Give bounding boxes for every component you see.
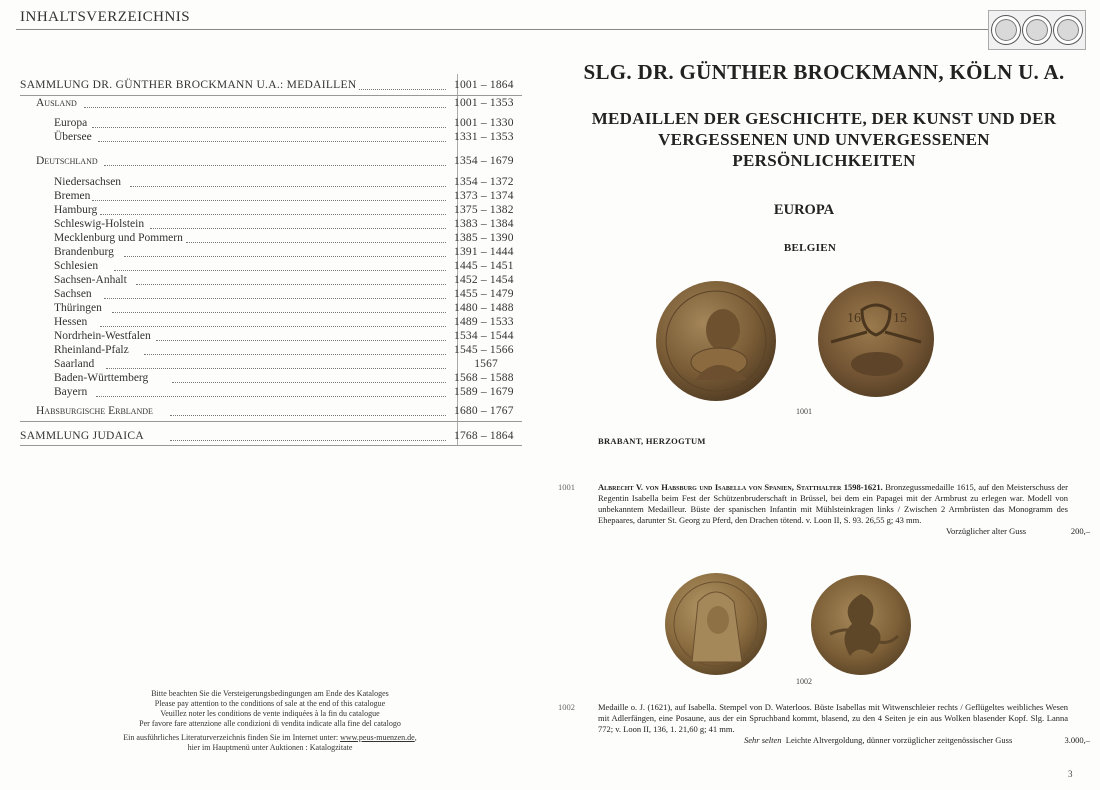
medal-1001-obverse-image[interactable] [655, 280, 777, 402]
toc-entry[interactable] [20, 273, 520, 287]
lot-description-text: Bronzegussmedaille 1615, auf den Meisterschuss der Regentin Isabella beim Fest der Schützenbruderschaft in Brüssel, bei dem ein Papagei mit der Armbrust zu erlegen war. Modell von unbekanntem Medailleur. Büste der spanischen Infantin mit Mühlsteinkragen links / Zwischen 2 Armbrüsten das Monogramm des Ehepaares, darunter St. Georg zu Pferd, den Drachen tötend. v. Loon II, S. 93. 26,55 g; 43 mm. [598, 482, 1068, 525]
toc-entry[interactable] [20, 404, 520, 418]
toc-leader [350, 88, 446, 90]
toc-entry[interactable] [20, 154, 520, 168]
notice-line-en: Please pay attention to the conditions of sale at the end of this catalogue [154, 699, 386, 708]
toc-entry-label: Saarland [54, 358, 95, 370]
toc-entry[interactable] [20, 343, 520, 357]
toc-entry-label: Deutschland [36, 155, 98, 167]
subregion-heading: BRABANT, HERZOGTUM [598, 436, 706, 446]
collection-title: SLG. DR. GÜNTHER BROCKMANN, KÖLN U. A. [583, 60, 1065, 84]
website-link[interactable]: www.peus-muenzen.de [340, 733, 415, 742]
lot-description [598, 702, 1068, 735]
toc-entry-range: 1480 – 1488 [454, 302, 514, 314]
page-number: 3 [1068, 769, 1073, 779]
toc-entry[interactable] [20, 287, 520, 301]
notice-line-it: Per favore fare attenzione alle condizioni di vendita indicate alla fine del catalogo [139, 719, 401, 728]
toc-entry-label: Bayern [54, 386, 88, 398]
toc-entry-label: SAMMLUNG DR. GÜNTHER BROCKMANN U.A.: MEDAILLEN [20, 79, 357, 91]
toc-entry-label: Schlesien [54, 260, 99, 272]
medal-1002-obverse-image[interactable] [664, 572, 768, 676]
lot-grade: Leichte Altvergoldung, dünner vorzüglicher zeitgenössischer Guss [785, 735, 1013, 745]
toc-entry-range: 1545 – 1566 [454, 344, 514, 356]
toc-entry[interactable] [20, 130, 520, 144]
toc-entry[interactable] [20, 116, 520, 130]
lot-rarity: Sehr selten [744, 735, 782, 745]
lot-grade: Vorzüglicher alter Guss [946, 526, 1027, 536]
toc-entry[interactable] [20, 329, 520, 343]
lot-price: 200,– [1070, 526, 1090, 536]
toc-entry-range: 1567 [474, 358, 498, 370]
toc-entry-range: 1680 – 1767 [454, 405, 514, 417]
toc-entry[interactable] [20, 315, 520, 329]
country-heading: BELGIEN [783, 242, 837, 254]
toc-entry-label: Europa [54, 117, 88, 129]
image-caption: 1002 [796, 677, 812, 686]
toc-entry[interactable] [20, 217, 520, 231]
toc-leader [98, 140, 446, 142]
toc-leader [114, 269, 446, 271]
header-rule [548, 29, 988, 30]
toc-entry[interactable] [20, 96, 520, 110]
toc-leader [186, 241, 446, 243]
toc-entry[interactable] [20, 245, 520, 259]
right-page [548, 0, 1100, 790]
toc-entry-range: 1589 – 1679 [454, 386, 514, 398]
toc-leader [156, 339, 446, 341]
toc-entry-range: 1354 – 1372 [454, 176, 514, 188]
toc-leader [170, 414, 446, 416]
toc-leader [84, 106, 446, 108]
toc-leader [100, 325, 446, 327]
toc-entry-range: 1373 – 1374 [454, 190, 514, 202]
toc-entry-range: 1354 – 1679 [454, 155, 514, 167]
section-title [548, 108, 1100, 171]
header-rule [16, 29, 548, 30]
logo-coin [1054, 16, 1082, 44]
toc-entry[interactable] [20, 301, 520, 315]
toc-entry-label: Bremen [54, 190, 91, 202]
toc-leader [104, 164, 446, 166]
toc-entry[interactable] [20, 429, 520, 443]
toc-leader [172, 381, 446, 383]
toc-entry-range: 1383 – 1384 [454, 218, 514, 230]
region-heading: EUROPA [773, 202, 835, 218]
svg-text:15: 15 [893, 311, 907, 326]
toc-rule [20, 445, 522, 446]
left-page [0, 0, 548, 790]
toc-leader [144, 353, 446, 355]
toc-entry[interactable] [20, 357, 520, 371]
toc-entry[interactable] [20, 385, 520, 399]
toc-entry-label: Nordrhein-Westfalen [54, 330, 151, 342]
toc-entry-range: 1568 – 1588 [454, 372, 514, 384]
lot-entry[interactable] [558, 482, 1090, 542]
toc-leader [112, 311, 446, 313]
toc-entry[interactable] [20, 259, 520, 273]
toc-leader [100, 213, 446, 215]
toc-entry-label: Hamburg [54, 204, 98, 216]
toc-entry-range: 1331 – 1353 [454, 131, 514, 143]
section-title-line: MEDAILLEN DER GESCHICHTE, DER KUNST UND DER [591, 109, 1057, 128]
toc-entry-range: 1534 – 1544 [454, 330, 514, 342]
lot-number: 1002 [558, 702, 575, 712]
toc-entry-range: 1001 – 1353 [454, 97, 514, 109]
medal-1002-reverse-image[interactable] [810, 574, 912, 676]
toc-leader [136, 283, 446, 285]
notice-line-fr: Veuillez noter les conditions de vente indiquées à la fin du catalogue [160, 709, 380, 718]
toc-leader [150, 227, 446, 229]
sale-conditions-notice [80, 689, 460, 753]
logo-coin [1023, 16, 1051, 44]
toc-entry-range: 1385 – 1390 [454, 232, 514, 244]
svg-text:16: 16 [847, 311, 861, 326]
literature-note [80, 733, 460, 743]
lot-entry[interactable] [558, 702, 1090, 748]
toc-entry-range: 1445 – 1451 [454, 260, 514, 272]
toc-leader [106, 367, 446, 369]
literature-note-line2: hier im Hauptmenü unter Auktionen : Katalogzitate [187, 743, 353, 752]
literature-note-prefix: Ein ausführliches Literaturverzeichnis finden Sie im Internet unter: [123, 733, 341, 742]
toc-entry-label: Sachsen-Anhalt [54, 274, 127, 286]
toc-entry-label: Hessen [54, 316, 88, 328]
toc-entry-label: Sachsen [54, 288, 92, 300]
image-caption: 1001 [796, 407, 812, 416]
logo-coin [992, 16, 1020, 44]
toc-entry-range: 1455 – 1479 [454, 288, 514, 300]
lot-description [598, 482, 1068, 526]
toc-entry-range: 1768 – 1864 [454, 430, 514, 442]
toc-entry-label: Habsburgische Erblande [36, 405, 153, 417]
toc-entry[interactable] [20, 231, 520, 245]
toc-entry-label: Niedersachsen [54, 176, 122, 188]
toc-leader [124, 255, 446, 257]
section-title-line: VERGESSENEN UND UNVERGESSENEN [658, 130, 990, 149]
toc-entry-label: Ausland [36, 97, 77, 109]
toc-entry-range: 1375 – 1382 [454, 204, 514, 216]
toc-entry-label: Thüringen [54, 302, 102, 314]
toc-entry[interactable] [20, 371, 520, 385]
toc-leader [92, 126, 446, 128]
section-header: INHALTSVERZEICHNIS [20, 9, 191, 25]
toc-entry-range: 1489 – 1533 [454, 316, 514, 328]
toc-leader [130, 185, 446, 187]
toc-entry-range: 1391 – 1444 [454, 246, 514, 258]
toc-entry-range: 1001 – 1330 [454, 117, 514, 129]
toc-entry-range: 1001 – 1864 [454, 79, 514, 91]
medal-1001-reverse-image[interactable] [817, 280, 935, 398]
toc-leader [92, 199, 446, 201]
toc-entry-label: Baden-Württemberg [54, 372, 149, 384]
toc-entry[interactable] [20, 175, 520, 189]
toc-entry-label: Übersee [54, 131, 92, 143]
toc-leader [170, 439, 446, 441]
lot-number: 1001 [558, 482, 575, 492]
section-title-line: PERSÖNLICHKEITEN [732, 151, 916, 170]
lot-description-text: Medaille o. J. (1621), auf Isabella. Stempel von D. Waterloos. Büste Isabellas mit Witwenschleier rechts / Geflügeltes weibliches Wesen mit Adlerfängen, eine Posaune, aus der ein Spruchband kommt, blasend, zu den 4 Seiten je ein aus Wolken blasender Kopf. Slg. Lanna 772; v. Loon II, 136, 1. 21,60 g; 41 mm. [598, 702, 1068, 734]
coin-logo-icon [988, 10, 1086, 50]
toc-leader [104, 297, 446, 299]
toc-rule [20, 421, 522, 422]
toc-entry-range: 1452 – 1454 [454, 274, 514, 286]
lot-grade-line [744, 735, 1012, 746]
toc-entry-label: SAMMLUNG JUDAICA [20, 430, 144, 442]
toc-entry[interactable] [20, 203, 520, 217]
toc-entry-label: Mecklenburg und Pommern [54, 232, 183, 244]
toc-leader [96, 395, 446, 397]
toc-entry-label: Brandenburg [54, 246, 114, 258]
lot-title: Albrecht V. von Habsburg und Isabella von Spanien, Statthalter 1598-1621. [598, 482, 883, 492]
toc-entry-label: Schleswig-Holstein [54, 218, 145, 230]
toc-entry[interactable] [20, 78, 520, 92]
toc-entry-label: Rheinland-Pfalz [54, 344, 129, 356]
notice-line-de: Bitte beachten Sie die Versteigerungsbedingungen am Ende des Kataloges [151, 689, 389, 698]
toc-entry[interactable] [20, 189, 520, 203]
literature-note-suffix: , [414, 733, 417, 742]
lot-price: 3.000,– [1064, 735, 1090, 745]
